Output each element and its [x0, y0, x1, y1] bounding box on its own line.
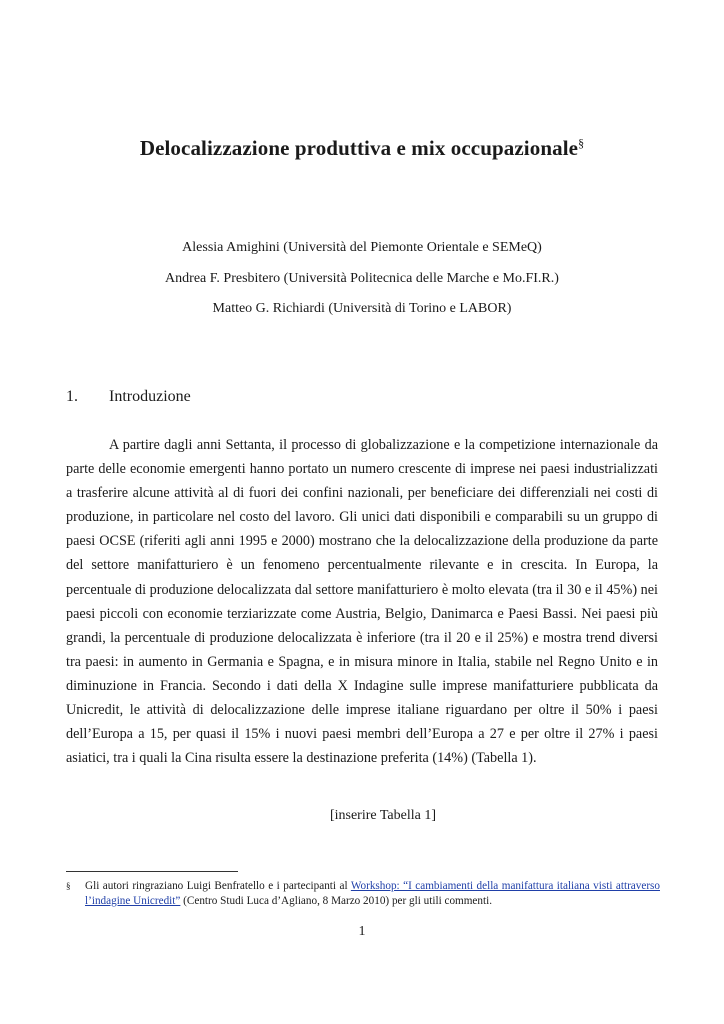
title-footnote-mark: §	[578, 136, 585, 150]
footnote-text-after: (Centro Studi Luca d’Agliano, 8 Marzo 2010) per gli utili commenti.	[180, 895, 493, 907]
paper-title	[0, 136, 724, 161]
page-number: 1	[358, 924, 366, 939]
section-title: Introduzione	[109, 388, 191, 405]
paper-title-text: Delocalizzazione produttiva e mix occupazionale	[139, 136, 579, 160]
workshop-link[interactable]: Workshop: “I cambiamenti della manifattura italiana visti attraverso l’indagine Unicredit”	[85, 880, 660, 907]
footnote-text-before: Gli autori ringraziano Luigi Benfratello e i partecipanti al	[85, 880, 351, 892]
author-list	[0, 238, 724, 330]
author-line: Alessia Amighini (Università del Piemonte Orientale e SEMeQ)	[182, 240, 542, 255]
footnote	[66, 879, 660, 909]
section-heading	[66, 388, 191, 406]
author-line: Andrea F. Presbitero (Università Politecnica delle Marche e Mo.FI.R.)	[165, 270, 559, 286]
section-number: 1.	[66, 388, 78, 405]
author-line: Matteo G. Richiardi (Università di Torino e LABOR)	[212, 301, 512, 316]
body-paragraph	[66, 433, 658, 770]
footnote-divider	[66, 871, 238, 872]
table-placeholder: [inserire Tabella 1]	[329, 808, 437, 823]
footnote-mark: §	[66, 881, 71, 891]
footnote-text	[85, 879, 660, 909]
body-paragraph-text: A partire dagli anni Settanta, il processo di globalizzazione e la competizione internazionale da parte delle economie emergenti hanno portato un numero crescente di imprese nei paesi industrializzati a trasferire alcune attività al di fuori dei confini nazionali, per beneficiare dei differenziali nei costi di produzione, in particolare nel costo del lavoro. Gli unici dati disponibili e comparabili su un gruppo di paesi OCSE (riferiti agli anni 1995 e 2000) mostrano che la delocalizzazione della produzione da parte del settore manifatturiero è un fenomeno percentualmente rilevante e in crescita. In Europa, la percentuale di produzione delocalizzata dal settore manifatturiero è molto elevata (tra il 30 e il 45%) nei paesi piccoli con economie terziarizzate come Austria, Belgio, Danimarca e Paesi Bassi. Nei paesi più grandi, la percentuale di produzione delocalizzata è inferiore (tra il 20 e il 25%) e mostra trend diversi tra paesi: in aumento in Germania e Spagna, e in misura minore in Italia, stabile nel Regno Unito e in diminuzione in Francia. Secondo i dati della X Indagine sulle imprese manifatturiere pubblicata da Unicredit, le attività di delocalizzazione delle imprese italiane riguardano per oltre il 50% i paesi dell’Europa a 15, per quasi il 15% i nuovi paesi membri dell’Europa a 27 e per oltre il 27% i paesi asiatici, tra i quali la Cina risulta essere la destinazione preferita (14%) (Tabella 1).	[66, 437, 658, 767]
